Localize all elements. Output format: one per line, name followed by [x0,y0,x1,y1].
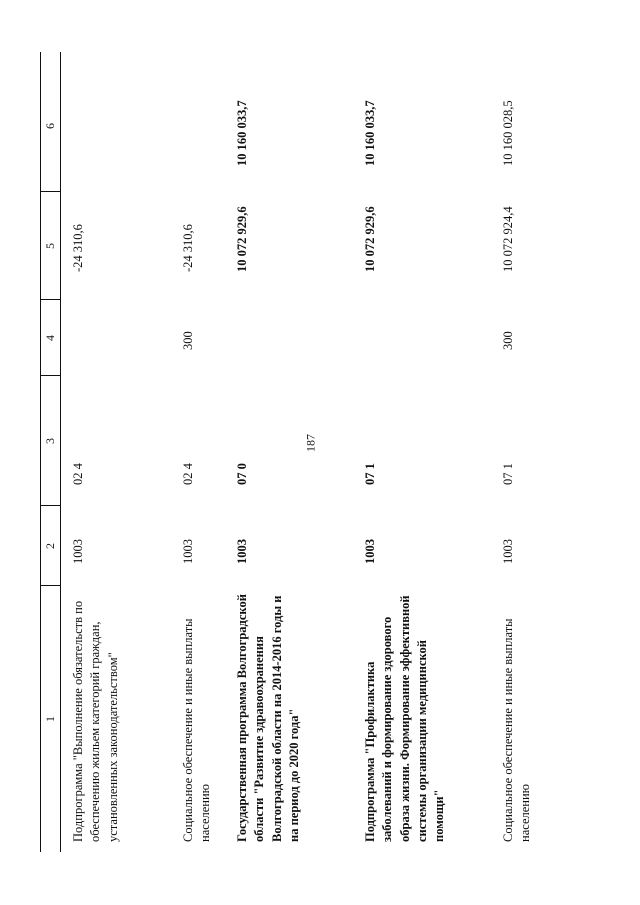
header-bottom-rule [60,52,61,852]
header-col-2: 2 [43,543,57,549]
header-top-rule [40,52,41,852]
row-target-code: 02 4 [181,463,195,485]
row-amount-2: 10 160 033,7 [235,100,249,166]
row-section-code: 1003 [235,539,249,564]
row-amount-1: 10 072 924,4 [501,206,515,272]
row-name: Социальное обеспечение и иные выплаты населению [501,618,533,842]
row-target-code: 07 0 [235,463,249,485]
row-expense-type: 300 [181,331,195,350]
row-amount-1: 10 072 929,6 [235,206,249,272]
header-col-6: 6 [43,123,57,129]
row-amount-1: -24 310,6 [71,224,85,272]
row-amount-2: 10 160 033,7 [363,100,377,166]
row-target-code: 07 1 [501,463,515,485]
column-divider [40,505,61,506]
row-target-code: 07 1 [363,463,377,485]
row-name: Подпрограмма "Профилактика заболеваний и формирование здорового образа жизни. Формирование эффективной системы организации медицинской помощи" [363,595,446,842]
row-expense-type: 300 [501,331,515,350]
header-col-4: 4 [43,335,57,341]
row-name: Социальное обеспечение и иные выплаты населению [181,618,213,842]
row-name: Подпрограмма "Выполнение обязательств по обеспечению жильем категорий граждан, установленных законодательством" [71,600,120,842]
column-divider [40,299,61,300]
row-amount-2: 10 160 028,5 [501,100,515,166]
column-divider [40,585,61,586]
column-divider [40,375,61,376]
row-section-code: 1003 [363,539,377,564]
row-amount-1: -24 310,6 [181,224,195,272]
row-section-code: 1003 [71,539,85,564]
page-number: 187 [303,434,318,452]
column-divider [40,191,61,192]
header-col-1: 1 [43,716,57,722]
header-col-5: 5 [43,243,57,249]
row-target-code: 02 4 [71,463,85,485]
row-section-code: 1003 [181,539,195,564]
header-col-3: 3 [43,438,57,444]
row-name: Государственная программа Волгоградской области "Развитие здравоохранения Волгоградской области на 2014-2016 годы и на период до 2020 года" [235,594,301,842]
table-header [40,52,61,852]
row-section-code: 1003 [501,539,515,564]
row-amount-1: 10 072 929,6 [363,206,377,272]
budget-table [40,52,600,852]
